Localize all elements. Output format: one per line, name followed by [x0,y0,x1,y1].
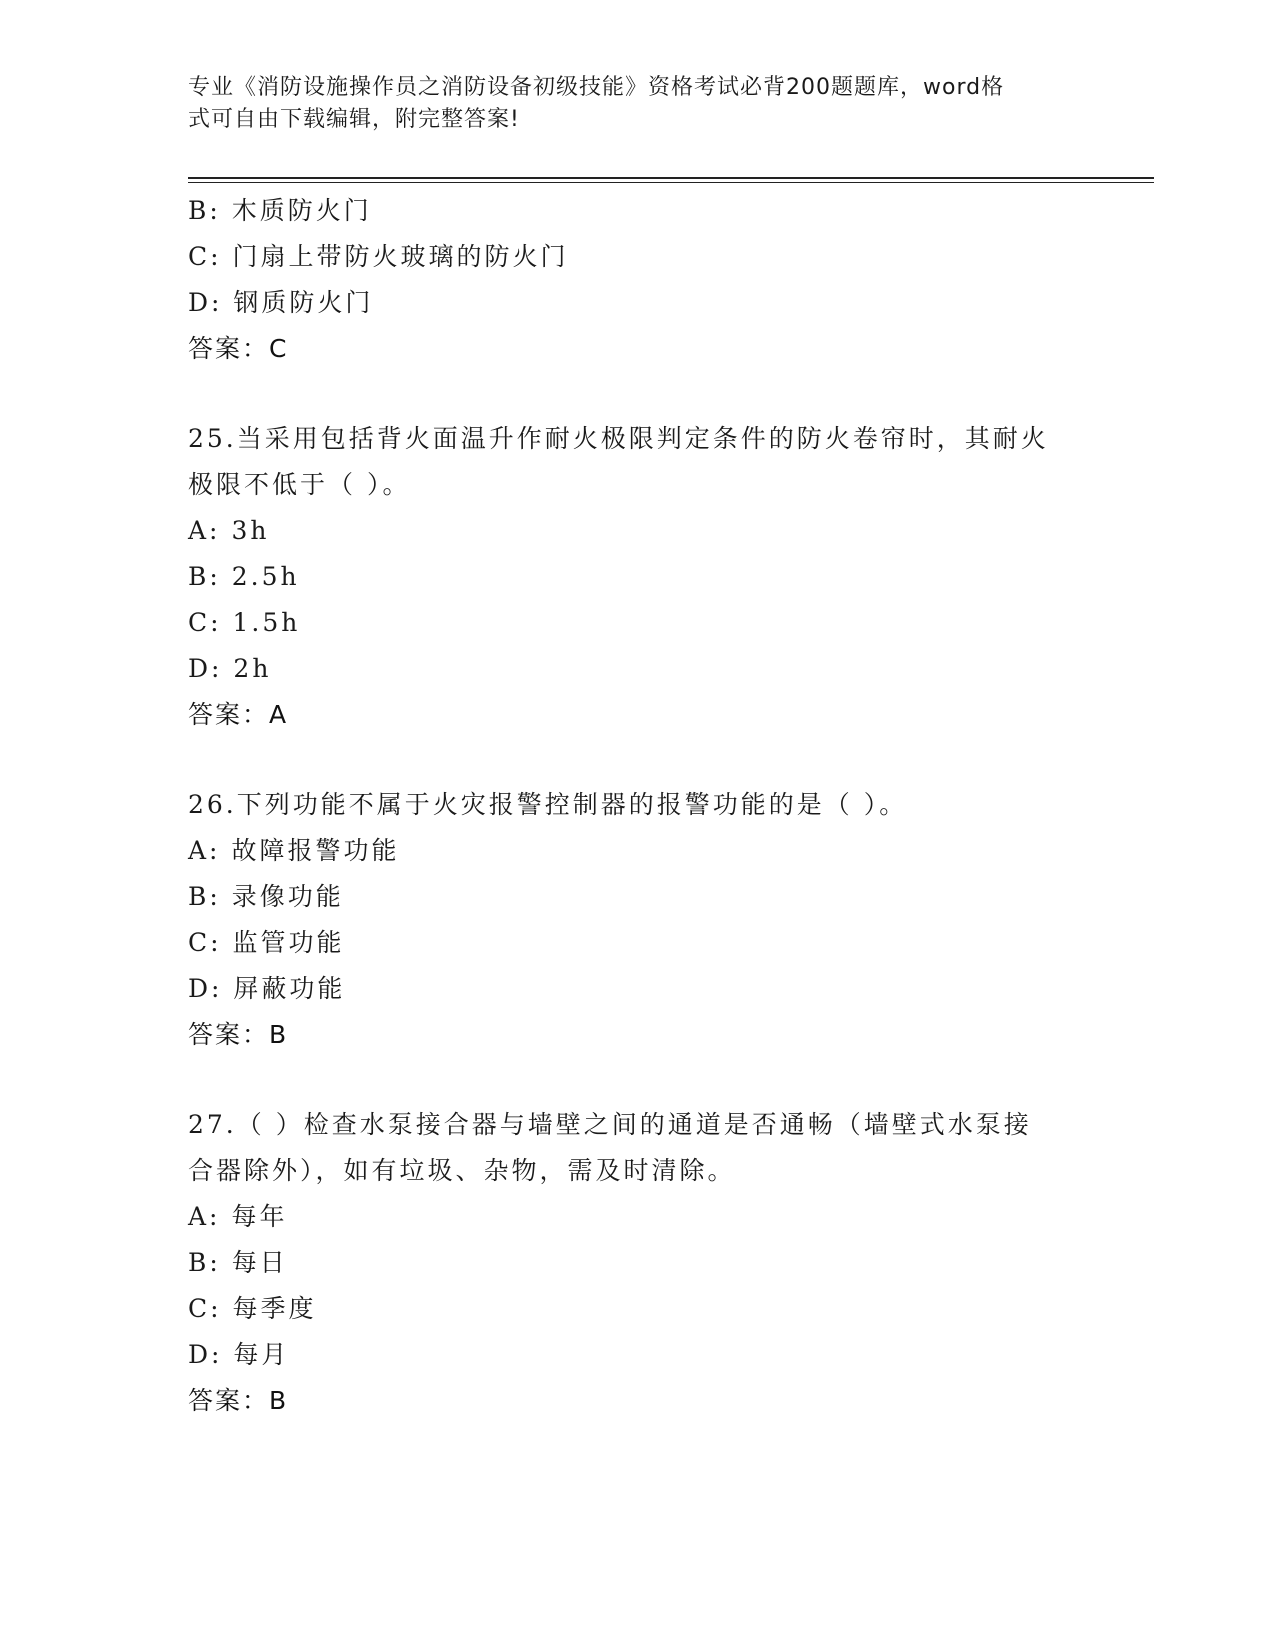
option-text: 钢质防火门 [233,288,374,317]
option-text: 每日 [231,1248,288,1277]
question-stem-line-2: 极限不低于（ ）。 [188,470,411,499]
option-d [188,1332,1088,1378]
option-label: D: [188,288,223,317]
option-text: 每季度 [232,1294,317,1323]
option-text: 3h [231,516,270,545]
question-list [188,188,1088,1424]
answer-line: 答案：B [188,1020,289,1049]
option-label: D: [188,974,223,1003]
header-divider-thick [188,177,1154,179]
option-label: D: [188,654,223,683]
option-d [188,280,1088,326]
option-label: B: [188,1248,221,1277]
option-text: 录像功能 [231,882,344,911]
option-c [188,234,1088,280]
answer-line: 答案：A [188,700,289,729]
option-b [188,554,1088,600]
question-stem [188,782,1088,828]
option-text: 每年 [231,1202,288,1231]
option-d [188,646,1088,692]
option-label: C: [188,242,222,271]
option-text: 门扇上带防火玻璃的防火门 [232,242,569,271]
option-a [188,508,1088,554]
option-text: 1.5h [232,608,301,637]
question-stem-line-1: 26.下列功能不属于火灾报警控制器的报警功能的是（ ）。 [188,790,908,819]
question-25 [188,416,1088,738]
question-stem [188,416,1088,508]
option-label: A: [188,836,221,865]
option-c [188,600,1088,646]
option-label: C: [188,928,222,957]
header-line-1: 专业《消防设施操作员之消防设备初级技能》资格考试必背200题题库，word格 [188,75,1005,100]
header-line-2: 式可自由下载编辑，附完整答案! [188,107,520,132]
question-26 [188,782,1088,1058]
option-text: 故障报警功能 [231,836,400,865]
document-header [188,72,1088,136]
option-text: 2.5h [231,562,300,591]
option-d [188,966,1088,1012]
option-a [188,828,1088,874]
option-b [188,874,1088,920]
option-b [188,1240,1088,1286]
question-27 [188,1102,1088,1424]
option-label: B: [188,562,221,591]
option-c [188,920,1088,966]
option-label: B: [188,882,221,911]
option-text: 2h [233,654,272,683]
question-24-continued [188,188,1088,372]
option-a [188,1194,1088,1240]
answer-line: 答案：C [188,334,289,363]
question-stem-line-1: 27.（ ）检查水泵接合器与墙壁之间的通道是否通畅（墙壁式水泵接 [188,1110,1032,1139]
answer-line: 答案：B [188,1386,289,1415]
option-label: A: [188,516,221,545]
option-label: D: [188,1340,223,1369]
option-text: 监管功能 [232,928,345,957]
option-label: B: [188,196,221,225]
option-label: C: [188,1294,222,1323]
option-text: 木质防火门 [231,196,372,225]
option-b [188,188,1088,234]
option-label: C: [188,608,222,637]
header-divider-thin [188,182,1154,183]
question-stem [188,1102,1088,1194]
question-stem-line-2: 合器除外），如有垃圾、杂物，需及时清除。 [188,1156,736,1185]
option-label: A: [188,1202,221,1231]
option-text: 屏蔽功能 [233,974,346,1003]
question-stem-line-1: 25.当采用包括背火面温升作耐火极限判定条件的防火卷帘时，其耐火 [188,424,1049,453]
option-c [188,1286,1088,1332]
option-text: 每月 [233,1340,290,1369]
